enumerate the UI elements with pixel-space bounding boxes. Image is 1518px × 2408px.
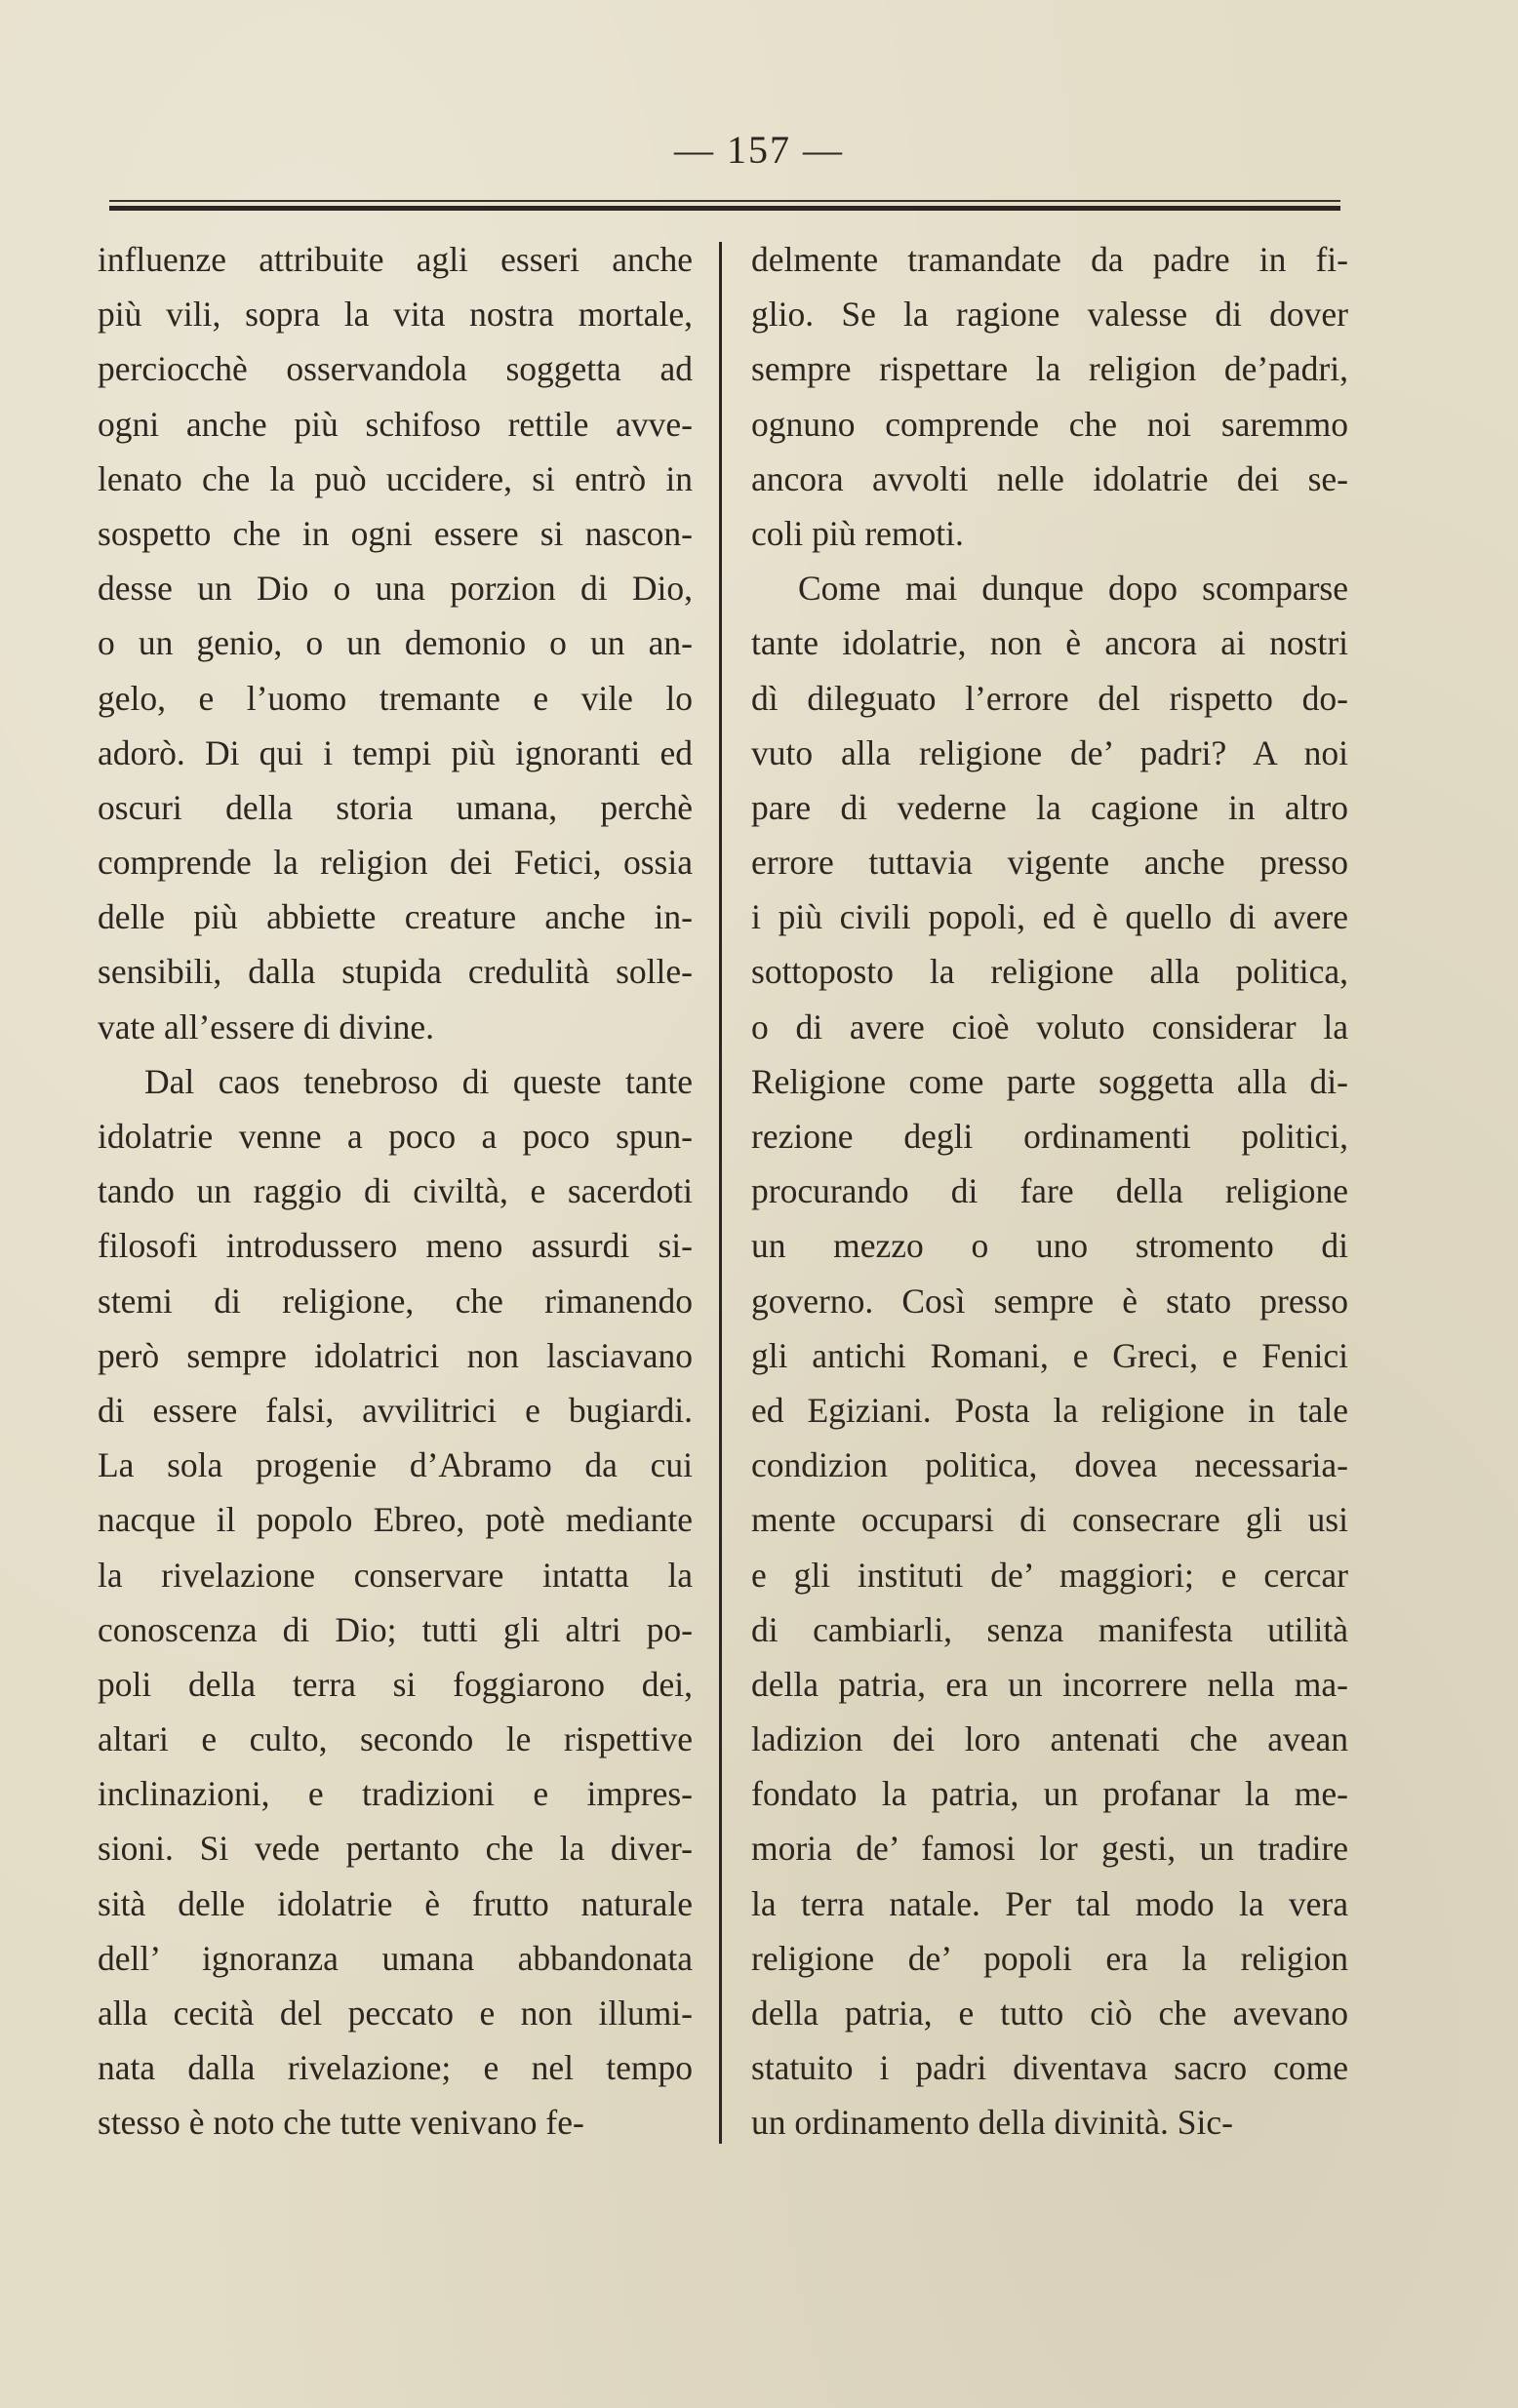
text-line: o di avere cioè voluto considerar la [751,1007,1348,1046]
text-line: sioni. Si vede pertanto che la diver- [98,1829,693,1869]
text-line: della patria, e tutto ciò che avevano [751,1994,1348,2033]
right-column [751,232,1348,2151]
text-line: idolatrie venne a poco a poco spun- [98,1117,693,1156]
text-line: governo. Così sempre è stato presso [751,1281,1348,1321]
header-rule-thin [109,200,1340,202]
text-line: vate all’essere di divine. [98,1007,434,1046]
text-line: gli antichi Romani, e Greci, e Fenici [751,1335,1348,1375]
text-line: altari e culto, secondo le rispettive [98,1719,693,1759]
text-line: procurando di fare della religione [751,1171,1348,1211]
text-line: ancora avvolti nelle idolatrie dei se- [751,458,1348,498]
text-line: Dal caos tenebroso di queste tante [144,1061,693,1101]
text-line: dì dileguato l’errore del rispetto do- [751,678,1348,718]
text-line: sempre rispettare la religion de’padri, [751,349,1348,389]
text-line: stesso è noto che tutte venivano fe- [98,2103,584,2143]
text-line: religione de’ popoli era la religion [751,1938,1348,1978]
text-line: ogni anche più schifoso rettile avve- [98,404,693,444]
text-line: la rivelazione conservare intatta la [98,1555,693,1595]
text-line: sensibili, dalla stupida credulità solle- [98,952,693,992]
text-line: delmente tramandate da padre in fi- [751,240,1348,279]
text-line: comprende la religion dei Fetici, ossia [98,843,693,883]
text-line: sospetto che in ogni essere si nascon- [98,513,693,553]
text-line: i più civili popoli, ed è quello di avere [751,897,1348,937]
text-line: più vili, sopra la vita nostra mortale, [98,295,693,335]
text-line: un ordinamento della divinità. Sic- [751,2103,1233,2143]
text-line: ladizion dei loro antenati che avean [751,1719,1348,1759]
text-line: un mezzo o uno stromento di [751,1226,1348,1266]
text-line: però sempre idolatrici non lasciavano [98,1335,693,1375]
text-line: glio. Se la ragione valesse di dover [751,295,1348,335]
text-line: adorò. Di qui i tempi più ignoranti ed [98,732,693,772]
text-line: alla cecità del peccato e non illumi- [98,1994,693,2033]
text-line: ed Egiziani. Posta la religione in tale [751,1390,1348,1430]
text-line: rezione degli ordinamenti politici, [751,1117,1348,1156]
text-line: condizion politica, dovea necessaria- [751,1445,1348,1485]
text-line: tando un raggio di civiltà, e sacerdoti [98,1171,693,1211]
text-line: desse un Dio o una porzion di Dio, [98,569,693,609]
column-divider [719,242,722,2144]
page-number: — 157 — [674,128,844,172]
text-line: mente occuparsi di consecrare gli usi [751,1500,1348,1540]
text-line: coli più remoti. [751,513,964,553]
text-line: fondato la patria, un profanar la me- [751,1774,1348,1814]
text-line: inclinazioni, e tradizioni e impres- [98,1774,693,1814]
left-column [98,232,693,2151]
text-line: sità delle idolatrie è frutto naturale [98,1883,693,1923]
text-line: la terra natale. Per tal modo la vera [751,1883,1348,1923]
header-rule-thick [109,206,1340,211]
text-line: dell’ ignoranza umana abbandonata [98,1938,693,1978]
text-line: poli della terra si foggiarono dei, [98,1664,693,1704]
text-line: pare di vederne la cagione in altro [751,787,1348,827]
text-line: filosofi introdussero meno assurdi si- [98,1226,693,1266]
text-line: lenato che la può uccidere, si entrò in [98,458,693,498]
text-line: errore tuttavia vigente anche presso [751,843,1348,883]
text-line: moria de’ famosi lor gesti, un tradire [751,1829,1348,1869]
text-line: di cambiarli, senza manifesta utilità [751,1609,1348,1649]
text-line: statuito i padri diventava sacro come [751,2048,1348,2088]
text-line: stemi di religione, che rimanendo [98,1281,693,1321]
text-line: gelo, e l’uomo tremante e vile lo [98,678,693,718]
text-line: o un genio, o un demonio o un an- [98,623,693,663]
text-line: di essere falsi, avvilitrici e bugiardi. [98,1390,693,1430]
text-line: nata dalla rivelazione; e nel tempo [98,2048,693,2088]
text-line: sottoposto la religione alla politica, [751,952,1348,992]
text-line: delle più abbiette creature anche in- [98,897,693,937]
text-line: perciocchè osservandola soggetta ad [98,349,693,389]
text-line: e gli instituti de’ maggiori; e cercar [751,1555,1348,1595]
text-line: Religione come parte soggetta alla di- [751,1061,1348,1101]
text-line: Come mai dunque dopo scomparse [798,569,1348,609]
text-line: conoscenza di Dio; tutti gli altri po- [98,1609,693,1649]
text-line: vuto alla religione de’ padri? A noi [751,732,1348,772]
text-line: ognuno comprende che noi saremmo [751,404,1348,444]
text-line: La sola progenie d’Abramo da cui [98,1445,693,1485]
text-line: influenze attribuite agli esseri anche [98,240,693,279]
text-line: tante idolatrie, non è ancora ai nostri [751,623,1348,663]
text-line: nacque il popolo Ebreo, potè mediante [98,1500,693,1540]
text-line: della patria, era un incorrere nella ma- [751,1664,1348,1704]
text-line: oscuri della storia umana, perchè [98,787,693,827]
